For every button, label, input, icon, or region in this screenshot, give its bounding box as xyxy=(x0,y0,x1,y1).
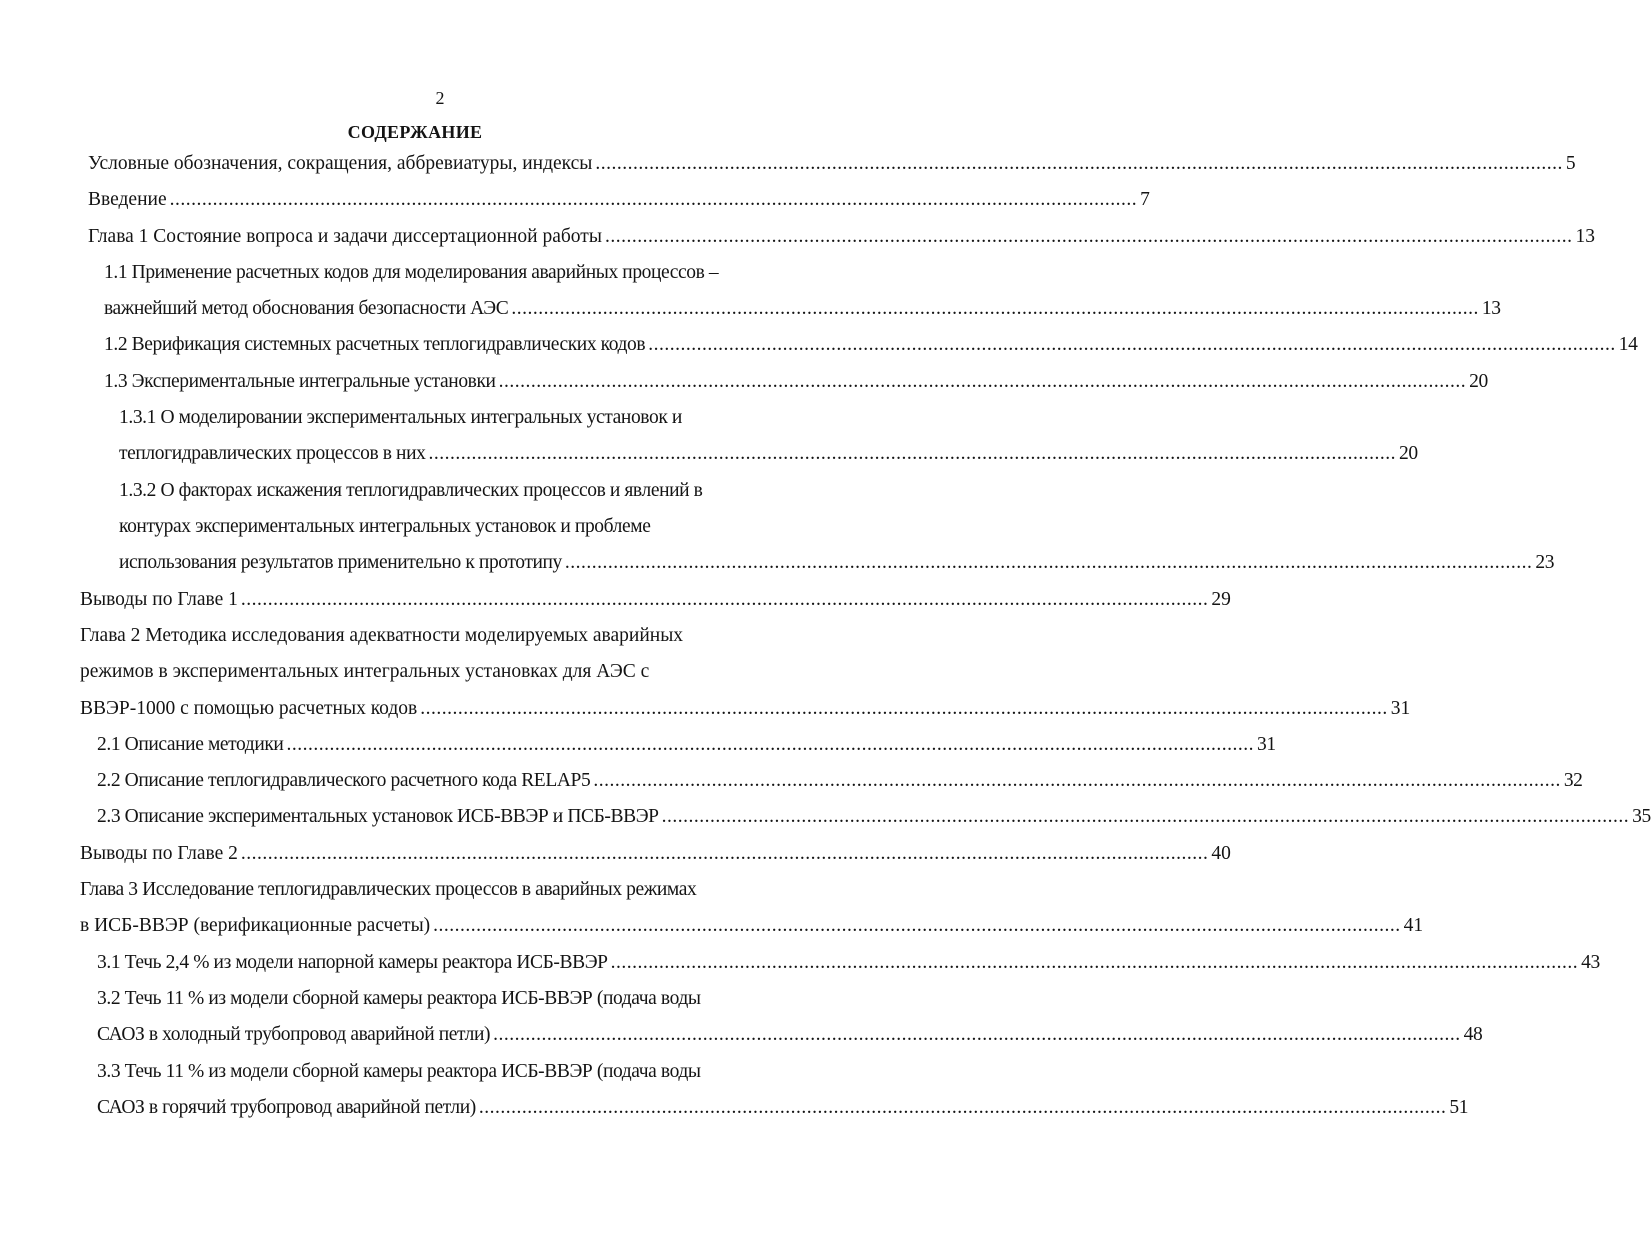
dot-leader: .................................................................................................................................................................................... xyxy=(564,552,1533,573)
dot-leader: .................................................................................................................................................................................... xyxy=(478,1097,1447,1118)
dot-leader: .................................................................................................................................................................................... xyxy=(498,371,1467,392)
toc-entry-section-1-3-2-cont[interactable] xyxy=(119,514,743,540)
toc-entry-section-1-1[interactable] xyxy=(104,260,743,286)
toc-entry-text: 2.2 Описание теплогидравлического расчетного кода RELAP5 xyxy=(97,770,591,791)
toc-entry-text: Выводы по Главе 1 xyxy=(80,589,238,610)
toc-entry-symbols[interactable] xyxy=(88,151,1576,177)
toc-entry-text: использования результатов применительно к прототипу xyxy=(119,552,562,573)
toc-entry-text: Глава 2 Методика исследования адекватности моделируемых аварийных xyxy=(80,625,684,646)
dot-leader: .................................................................................................................................................................................... xyxy=(593,770,1561,791)
page-number: 2 xyxy=(435,88,445,108)
toc-entry-text: 1.1 Применение расчетных кодов для моделирования аварийных процессов – xyxy=(104,262,719,283)
toc-entry-page: 31 xyxy=(1390,698,1411,719)
toc-entry-text: контурах экспериментальных интегральных установок и проблеме xyxy=(119,516,651,537)
toc-entry-text: 2.3 Описание экспериментальных установок ИСБ-ВВЭР и ПСБ-ВВЭР xyxy=(97,806,659,827)
toc-entry-chapter-2-cont2[interactable] xyxy=(80,696,1411,722)
toc-entry-section-1-3-1-cont[interactable] xyxy=(119,441,1418,467)
dot-leader: .................................................................................................................................................................................... xyxy=(610,952,1579,973)
toc-entry-page: 51 xyxy=(1449,1097,1469,1118)
toc-entry-text: в ИСБ-ВВЭР (верификационные расчеты) xyxy=(80,915,431,936)
toc-entry-section-2-2[interactable] xyxy=(97,768,1583,794)
toc-entry-text: режимов в экспериментальных интегральных установках для АЭС с xyxy=(80,661,650,682)
toc-entry-page: 29 xyxy=(1211,589,1231,610)
toc-entry-text: 1.2 Верификация системных расчетных теплогидравлических кодов xyxy=(104,334,646,355)
toc-entry-section-3-1[interactable] xyxy=(97,950,1600,976)
toc-entry-text: 2.1 Описание методики xyxy=(97,734,284,755)
toc-entry-text: Условные обозначения, сокращения, аббревиатуры, индексы xyxy=(88,153,593,174)
toc-entry-conclusions-1[interactable] xyxy=(80,587,1231,613)
toc-entry-chapter-2[interactable] xyxy=(80,623,743,649)
toc-entry-page: 20 xyxy=(1469,371,1488,392)
toc-entry-section-3-3[interactable] xyxy=(97,1059,743,1085)
toc-entry-text: теплогидравлических процессов в них xyxy=(119,443,426,464)
dot-leader: .................................................................................................................................................................................... xyxy=(240,589,1209,610)
toc-entry-section-1-3[interactable] xyxy=(104,369,1488,395)
dot-leader: .................................................................................................................................................................................... xyxy=(169,189,1138,210)
toc-entry-text: 3.2 Течь 11 % из модели сборной камеры реактора ИСБ-ВВЭР (подача воды xyxy=(97,988,701,1009)
toc-entry-chapter-2-cont[interactable] xyxy=(80,659,743,685)
toc-entry-page: 48 xyxy=(1463,1024,1483,1045)
dot-leader: .................................................................................................................................................................................... xyxy=(595,153,1563,174)
toc-entry-page: 32 xyxy=(1563,770,1583,791)
toc-entry-chapter-3-cont[interactable] xyxy=(80,913,1424,939)
toc-entry-section-1-3-2[interactable] xyxy=(119,478,743,504)
toc-entry-section-1-1-cont[interactable] xyxy=(104,296,1501,322)
toc-entry-page: 41 xyxy=(1403,915,1424,936)
toc-entry-page: 23 xyxy=(1535,552,1555,573)
toc-entry-text: САОЗ в холодный трубопровод аварийной петли) xyxy=(97,1024,491,1045)
toc-entry-section-3-2[interactable] xyxy=(97,986,743,1012)
toc-entry-chapter-1[interactable] xyxy=(88,224,1595,250)
dot-leader: .................................................................................................................................................................................... xyxy=(420,698,1388,719)
toc-entry-text: Глава 3 Исследование теплогидравлических процессов в аварийных режимах xyxy=(80,879,697,900)
toc-entry-page: 13 xyxy=(1575,226,1595,247)
toc-entry-page: 31 xyxy=(1256,734,1276,755)
toc-entry-text: 1.3.1 О моделировании экспериментальных интегральных установок и xyxy=(119,407,682,428)
toc-entry-chapter-3[interactable] xyxy=(80,877,743,903)
toc-entry-text: Введение xyxy=(88,189,167,210)
toc-entry-page: 7 xyxy=(1140,189,1150,210)
toc-entry-text: важнейший метод обоснования безопасности АЭС xyxy=(104,298,509,319)
toc-entry-text: 1.3.2 О факторах искажения теплогидравлических процессов и явлений в xyxy=(119,480,703,501)
page-title: СОДЕРЖАНИЕ xyxy=(347,122,483,142)
dot-leader: .................................................................................................................................................................................... xyxy=(661,806,1630,827)
toc-entry-section-1-2[interactable] xyxy=(104,332,1638,358)
toc-entry-page: 14 xyxy=(1618,334,1638,355)
dot-leader: .................................................................................................................................................................................... xyxy=(604,226,1573,247)
dot-leader: .................................................................................................................................................................................... xyxy=(433,915,1401,936)
toc-entry-section-3-3-cont[interactable] xyxy=(97,1095,1469,1121)
dot-leader: .................................................................................................................................................................................... xyxy=(286,734,1254,755)
toc-entry-text: 3.1 Течь 2,4 % из модели напорной камеры реактора ИСБ-ВВЭР xyxy=(97,952,608,973)
dot-leader: .................................................................................................................................................................................... xyxy=(493,1024,1461,1045)
toc-entry-text: САОЗ в горячий трубопровод аварийной петли) xyxy=(97,1097,476,1118)
toc-entry-section-2-3[interactable] xyxy=(97,804,1651,830)
toc-entry-page: 20 xyxy=(1398,443,1418,464)
toc-entry-page: 43 xyxy=(1581,952,1600,973)
toc-entry-text: ВВЭР-1000 с помощью расчетных кодов xyxy=(80,698,418,719)
toc-entry-section-2-1[interactable] xyxy=(97,732,1276,758)
dot-leader: .................................................................................................................................................................................... xyxy=(428,443,1396,464)
toc-entry-text: Выводы по Главе 2 xyxy=(80,843,238,864)
toc-entry-page: 35 xyxy=(1632,806,1651,827)
toc-entry-page: 5 xyxy=(1565,153,1576,174)
dot-leader: .................................................................................................................................................................................... xyxy=(240,843,1209,864)
toc-entry-page: 13 xyxy=(1481,298,1501,319)
toc-entry-section-3-2-cont[interactable] xyxy=(97,1022,1483,1048)
dot-leader: .................................................................................................................................................................................... xyxy=(648,334,1616,355)
toc-entry-conclusions-2[interactable] xyxy=(80,841,1231,867)
toc-entry-section-1-3-1[interactable] xyxy=(119,405,743,431)
toc-entry-page: 40 xyxy=(1211,843,1231,864)
toc-entry-text: Глава 1 Состояние вопроса и задачи диссертационной работы xyxy=(88,226,602,247)
toc-entry-introduction[interactable] xyxy=(88,187,1150,213)
toc-entry-section-1-3-2-cont2[interactable] xyxy=(119,550,1555,576)
toc-entry-text: 1.3 Экспериментальные интегральные установки xyxy=(104,371,496,392)
dot-leader: .................................................................................................................................................................................... xyxy=(511,298,1479,319)
toc-entry-text: 3.3 Течь 11 % из модели сборной камеры реактора ИСБ-ВВЭР (подача воды xyxy=(97,1061,701,1082)
